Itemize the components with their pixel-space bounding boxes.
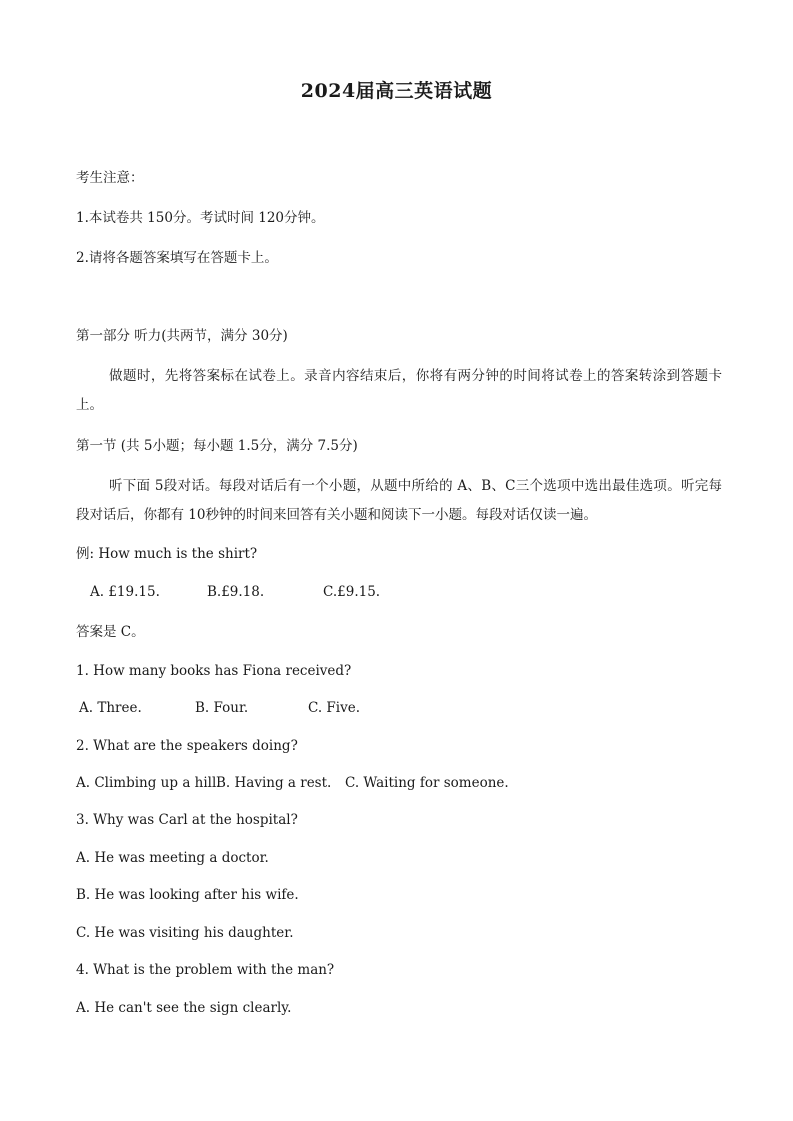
q2-option-c: C. Waiting for someone. xyxy=(345,775,509,791)
q1-option-c: C. Five. xyxy=(308,700,361,716)
question-2: 2. What are the speakers doing? xyxy=(76,738,298,754)
part-one-instruction: 做题时，先将答案标在试卷上。录音内容结束后，你将有两分钟的时间将试卷上的答案转涂到答题卡上。 xyxy=(76,368,722,413)
notice-item-1: 1.本试卷共 150分。考试时间 120分钟。 xyxy=(76,210,325,226)
question-3: 3. Why was Carl at the hospital? xyxy=(76,812,298,828)
example-question: 例: How much is the shirt? xyxy=(76,546,258,562)
q2-option-b: B. Having a rest. xyxy=(216,775,332,791)
q1-option-b: B. Four. xyxy=(195,700,249,716)
q1-option-a: A. Three. xyxy=(79,700,142,716)
section-one-instruction: 听下面 5段对话。每段对话后有一个小题，从题中所给的 A、B、C三个选项中选出最佳选项。听完每段对话后，你都有 10秒钟的时间来回答有关小题和阅读下一小题。每段对话仅读一遍。 xyxy=(76,478,722,523)
q2-option-a: A. Climbing up a hill. xyxy=(76,775,221,791)
q3-option-b: B. He was looking after his wife. xyxy=(76,887,299,903)
notice-heading: 考生注意： xyxy=(76,170,144,186)
page-title: 2024届高三英语试题 xyxy=(300,80,493,102)
q3-option-a: A. He was meeting a doctor. xyxy=(76,850,269,866)
section-one-heading: 第一节 (共 5小题；每小题 1.5分，满分 7.5分) xyxy=(76,438,358,454)
example-answer: 答案是 C。 xyxy=(76,624,145,640)
example-option-c: C.£9.15. xyxy=(323,584,381,600)
question-4: 4. What is the problem with the man? xyxy=(76,962,335,978)
example-option-b: B.£9.18. xyxy=(207,584,265,600)
part-one-heading: 第一部分 听力(共两节，满分 30分) xyxy=(76,328,288,344)
example-option-a: A. £19.15. xyxy=(90,584,160,600)
q3-option-c: C. He was visiting his daughter. xyxy=(76,925,294,941)
q4-option-a: A. He can't see the sign clearly. xyxy=(76,1000,292,1016)
notice-item-2: 2.请将各题答案填写在答题卡上。 xyxy=(76,250,278,266)
question-1: 1. How many books has Fiona received? xyxy=(76,663,352,679)
